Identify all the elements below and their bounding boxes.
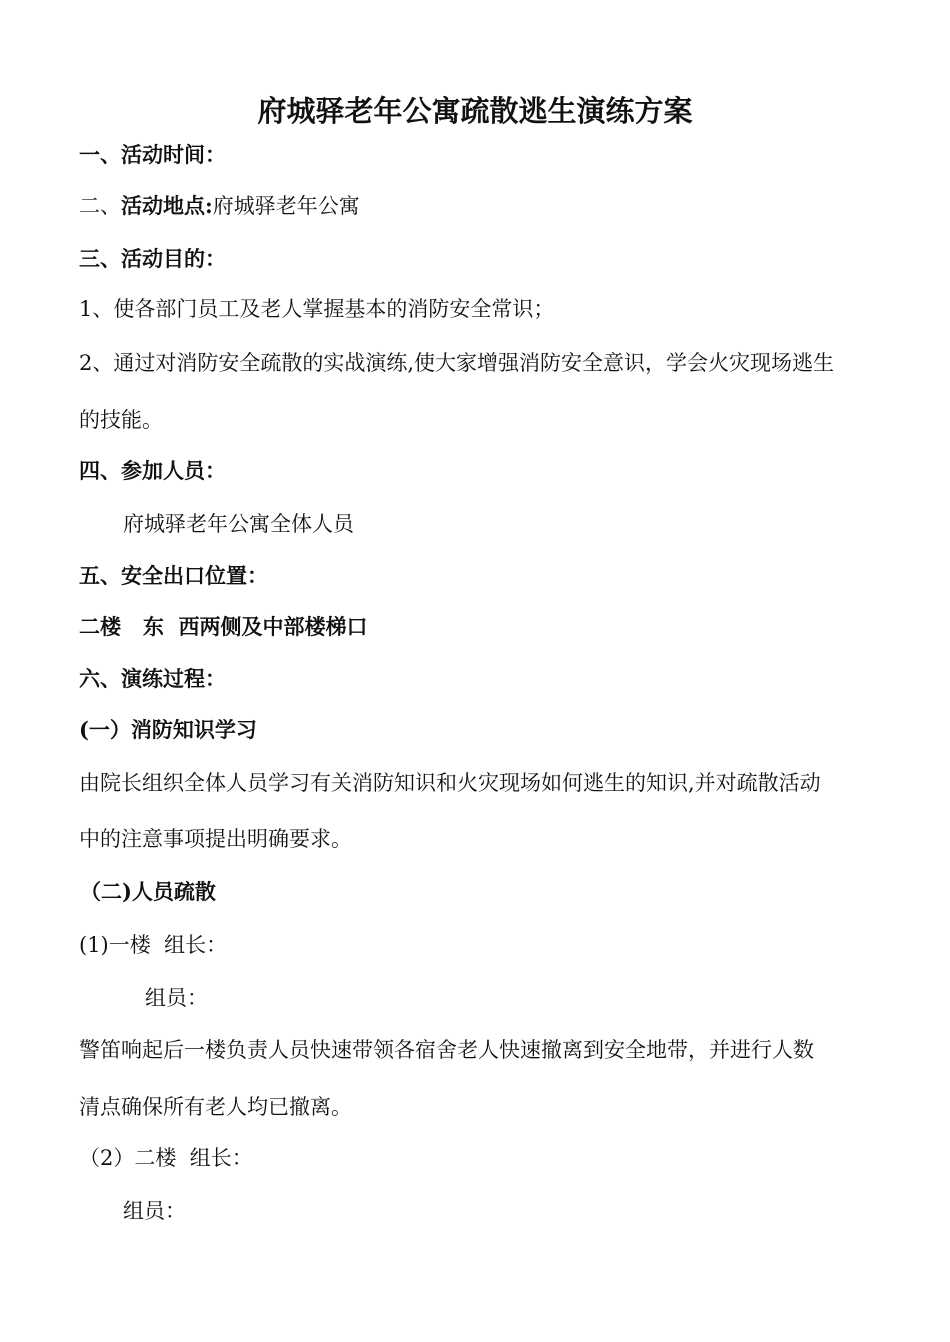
document-title: 府城驿老年公寓疏散逃生演练方案 [257, 94, 693, 128]
floor-1-text-line-1: 警笛响起后一楼负责人员快速带领各宿舍老人快速撤离到安全地带，并进行人数 [79, 1038, 814, 1062]
section-drill-process-heading: 六、演练过程： [79, 666, 226, 691]
fire-knowledge-text-line-2: 中的注意事项提出明确要求。 [79, 827, 352, 851]
section-number: 二、 [79, 194, 121, 218]
floor-1-text-line-2: 清点确保所有老人均已撤离。 [79, 1095, 352, 1119]
fire-knowledge-text-line-1: 由院长组织全体人员学习有关消防知识和火灾现场如何逃生的知识,并对疏散活动 [79, 771, 821, 795]
section-activity-location [79, 193, 360, 219]
subsection-fire-knowledge-heading: (一）消防知识学习 [79, 717, 257, 742]
section-exits-heading: 五、安全出口位置： [79, 563, 268, 588]
participants-text: 府城驿老年公寓全体人员 [123, 512, 354, 536]
section-location-label: 活动地点: [121, 193, 213, 218]
floor-2-leader-label: （2）二楼 组长： [79, 1146, 253, 1170]
floor-2-members-label: 组员： [123, 1199, 186, 1223]
section-purpose-heading: 三、活动目的： [79, 246, 226, 271]
section-location-value: 府城驿老年公寓 [212, 194, 360, 218]
purpose-item-1: 1、使各部门员工及老人掌握基本的消防安全常识； [79, 297, 555, 321]
purpose-item-2-line-1: 2、通过对消防安全疏散的实战演练,使大家增强消防安全意识，学会火灾现场逃生 [79, 351, 835, 375]
floor-1-members-label: 组员： [145, 986, 208, 1010]
exits-text: 二楼 东 西两侧及中部楼梯口 [79, 614, 368, 639]
purpose-item-2-line-2: 的技能。 [79, 408, 163, 432]
section-participants-heading: 四、参加人员： [79, 458, 226, 483]
section-activity-time-heading: 一、活动时间： [79, 142, 226, 167]
floor-1-leader-label: (1)一楼 组长： [79, 933, 228, 957]
subsection-evacuation-heading: （二)人员疏散 [80, 879, 216, 904]
